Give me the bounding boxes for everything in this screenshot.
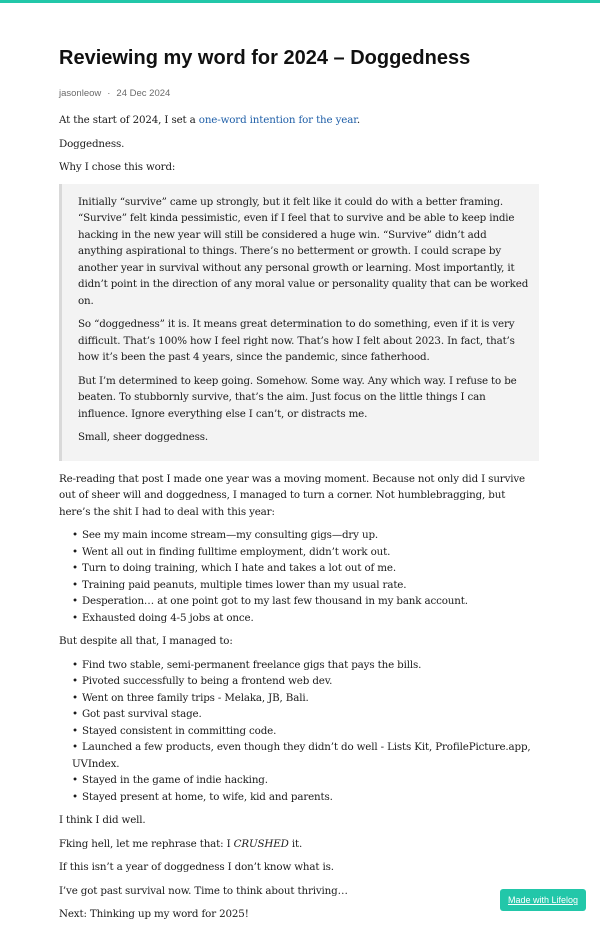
article-title: Reviewing my word for 2024 – Doggedness xyxy=(59,47,471,69)
wins-list xyxy=(59,657,539,806)
intro-period: . xyxy=(356,114,360,126)
quote-paragraph: Initially “survive” came up strongly, but it felt like it could do with a better framing. “Survive” felt kinda pessimistic, even if I feel that to survive and be able to keep indie hacking in the new year will still be considered a huge win. “Survive” didn’t add anything aspirational to things. There’s no betterment or growth. I could scrape by another year in survival without any personal growth or learning. Most importantly, it didn’t point in the direction of any moral value or personality quality that can be worked on. xyxy=(78,195,529,307)
quote-paragraph: So “doggedness” it is. It means great determination to do something, even if it is very difficult. That’s 100% how I feel right now. That’s how I felt about 2023. In fact, that’s how it’s been the past 4 years, since the pandemic, since fatherhood. xyxy=(78,318,515,363)
if-not-paragraph: If this isn’t a year of doggedness I don’t know what is. xyxy=(59,861,334,873)
list-item: • Went all out in finding fulltime employment, didn’t work out. xyxy=(72,544,539,561)
despite-paragraph: But despite all that, I managed to: xyxy=(59,635,233,647)
intro-text: At the start of 2024, I set a xyxy=(59,114,199,126)
word-paragraph: Doggedness. xyxy=(59,137,125,150)
article xyxy=(59,44,539,930)
list-item: • Desperation… at one point got to my last few thousand in my bank account. xyxy=(72,593,539,610)
list-item: • Training paid peanuts, multiple times lower than my usual rate. xyxy=(72,577,539,594)
crushed-emphasis: CRUSHED xyxy=(233,837,289,850)
top-accent-bar xyxy=(0,0,600,3)
next-paragraph: Next: Thinking up my word for 2025! xyxy=(59,908,249,920)
list-item: • Got past survival stage. xyxy=(72,706,539,723)
rephrase-end: it. xyxy=(288,837,303,850)
list-item: • Stayed consistent in committing code. xyxy=(72,723,539,740)
list-item: • Pivoted successfully to being a frontend web dev. xyxy=(72,673,539,690)
list-item: • Find two stable, semi-permanent freelance gigs that pays the bills. xyxy=(72,657,539,674)
list-item: • Launched a few products, even though they didn’t do well - Lists Kit, ProfilePicture.app, UVIndex. xyxy=(72,739,539,772)
list-item: • See my main income stream—my consulting gigs—dry up. xyxy=(72,527,539,544)
meta-separator: · xyxy=(107,88,111,99)
article-meta xyxy=(59,87,539,101)
rephrase-paragraph xyxy=(59,836,539,853)
rephrase-text: Fking hell, let me rephrase that: I xyxy=(59,837,234,850)
survival-paragraph: I’ve got past survival now. Time to think about thriving… xyxy=(59,884,348,897)
list-item: • Exhausted doing 4-5 jobs at once. xyxy=(72,610,539,627)
did-well-paragraph: I think I did well. xyxy=(59,814,146,826)
list-item: • Turn to doing training, which I hate and takes a lot out of me. xyxy=(72,560,539,577)
list-item: • Stayed present at home, to wife, kid and parents. xyxy=(72,789,539,806)
rereading-paragraph: Re-reading that post I made one year was a moving moment. Because not only did I survive out of sheer will and doggedness, I managed to turn a corner. Not humblebragging, but here’s the shit I had to deal with this year: xyxy=(59,472,525,518)
intention-link[interactable]: one-word intention for the year xyxy=(198,114,357,126)
quote-paragraph: Small, sheer doggedness. xyxy=(78,431,209,443)
quote-paragraph: But I’m determined to keep going. Somehow. Some way. Any which way. I refuse to be beaten. To stubbornly survive, that’s the aim. Just focus on the little things I can influence. Ignore everything else I can’t, or distracts me. xyxy=(78,374,517,420)
article-body xyxy=(59,112,539,923)
intro-paragraph xyxy=(59,112,539,129)
made-with-lifelog-button[interactable]: Made with Lifelog xyxy=(500,889,586,911)
author-name[interactable]: jasonleow xyxy=(59,88,102,99)
quote-block xyxy=(59,184,539,461)
post-date: 24 Dec 2024 xyxy=(116,88,171,99)
why-paragraph: Why I chose this word: xyxy=(59,161,176,173)
struggles-list xyxy=(59,527,539,626)
list-item: • Stayed in the game of indie hacking. xyxy=(72,772,539,789)
list-item: • Went on three family trips - Melaka, JB, Bali. xyxy=(72,690,539,707)
